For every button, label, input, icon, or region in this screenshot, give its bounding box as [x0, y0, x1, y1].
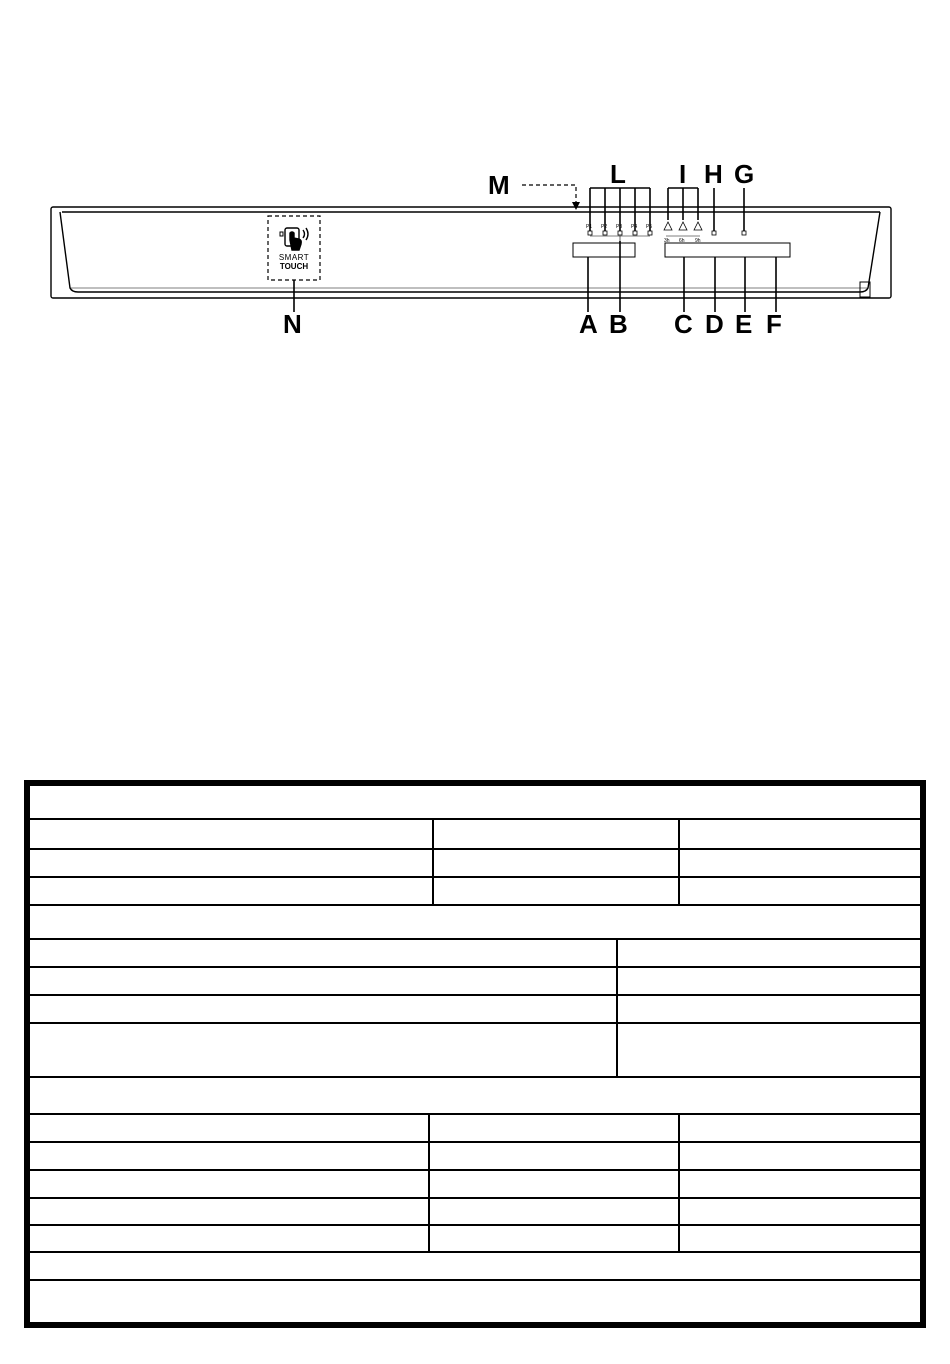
delay-label-9h: 9h — [695, 238, 701, 244]
program-label-p2: P2 — [601, 224, 608, 230]
table-rule — [30, 1169, 920, 1171]
callout-c: C — [674, 309, 693, 339]
smart-touch-line1: SMART — [278, 253, 310, 262]
table-rule — [30, 1141, 920, 1143]
indicator-led-g — [742, 231, 746, 235]
program-label-p4: P4 — [631, 224, 638, 230]
table-rule — [30, 1224, 920, 1226]
callout-d: D — [705, 309, 724, 339]
table-rule — [30, 1279, 920, 1281]
program-label-p1: P1 — [586, 224, 593, 230]
table-rule — [30, 1022, 920, 1024]
callout-m: M — [488, 170, 510, 200]
smart-touch-area — [268, 216, 320, 280]
program-button-strip — [573, 243, 635, 257]
program-labels — [586, 224, 652, 230]
callout-b: B — [609, 309, 628, 339]
table-rule — [30, 1251, 920, 1253]
delay-icons — [664, 222, 702, 236]
m-arrowhead — [572, 202, 580, 210]
panel-body — [51, 207, 891, 298]
program-label-p3: P3 — [616, 224, 623, 230]
table-col-rule — [432, 818, 434, 906]
table-col-rule — [678, 818, 680, 906]
spec-table — [24, 780, 926, 1328]
table-col-rule — [678, 1113, 680, 1253]
delay-label-6h: 6h — [679, 238, 685, 244]
table-rule — [30, 938, 920, 940]
table-rule — [30, 1113, 920, 1115]
table-rule — [30, 966, 920, 968]
smart-touch-line2: TOUCH — [279, 262, 309, 271]
callout-f: F — [766, 309, 782, 339]
table-rule — [30, 848, 920, 850]
callout-l: L — [610, 159, 626, 189]
function-button-strip — [665, 243, 790, 257]
control-panel-diagram — [0, 0, 950, 360]
callout-h: H — [704, 159, 723, 189]
table-rule — [30, 904, 920, 906]
table-rule — [30, 1197, 920, 1199]
callout-letters — [283, 159, 782, 339]
table-rule — [30, 1076, 920, 1078]
delay-label-3h: 3h — [664, 238, 670, 244]
callout-g: G — [734, 159, 755, 189]
table-rule — [30, 818, 920, 820]
table-col-rule — [616, 938, 618, 1078]
table-col-rule — [428, 1113, 430, 1253]
callout-i: I — [679, 159, 687, 189]
callout-n: N — [283, 309, 302, 339]
smart-touch-phone-icon — [280, 228, 308, 250]
program-label-p5: P5 — [646, 224, 653, 230]
callout-lines — [294, 185, 776, 312]
table-rule — [30, 876, 920, 878]
table-rule — [30, 994, 920, 996]
callout-a: A — [579, 309, 598, 339]
callout-e: E — [735, 309, 753, 339]
program-leds — [588, 231, 652, 241]
indicator-led-h — [712, 231, 716, 235]
